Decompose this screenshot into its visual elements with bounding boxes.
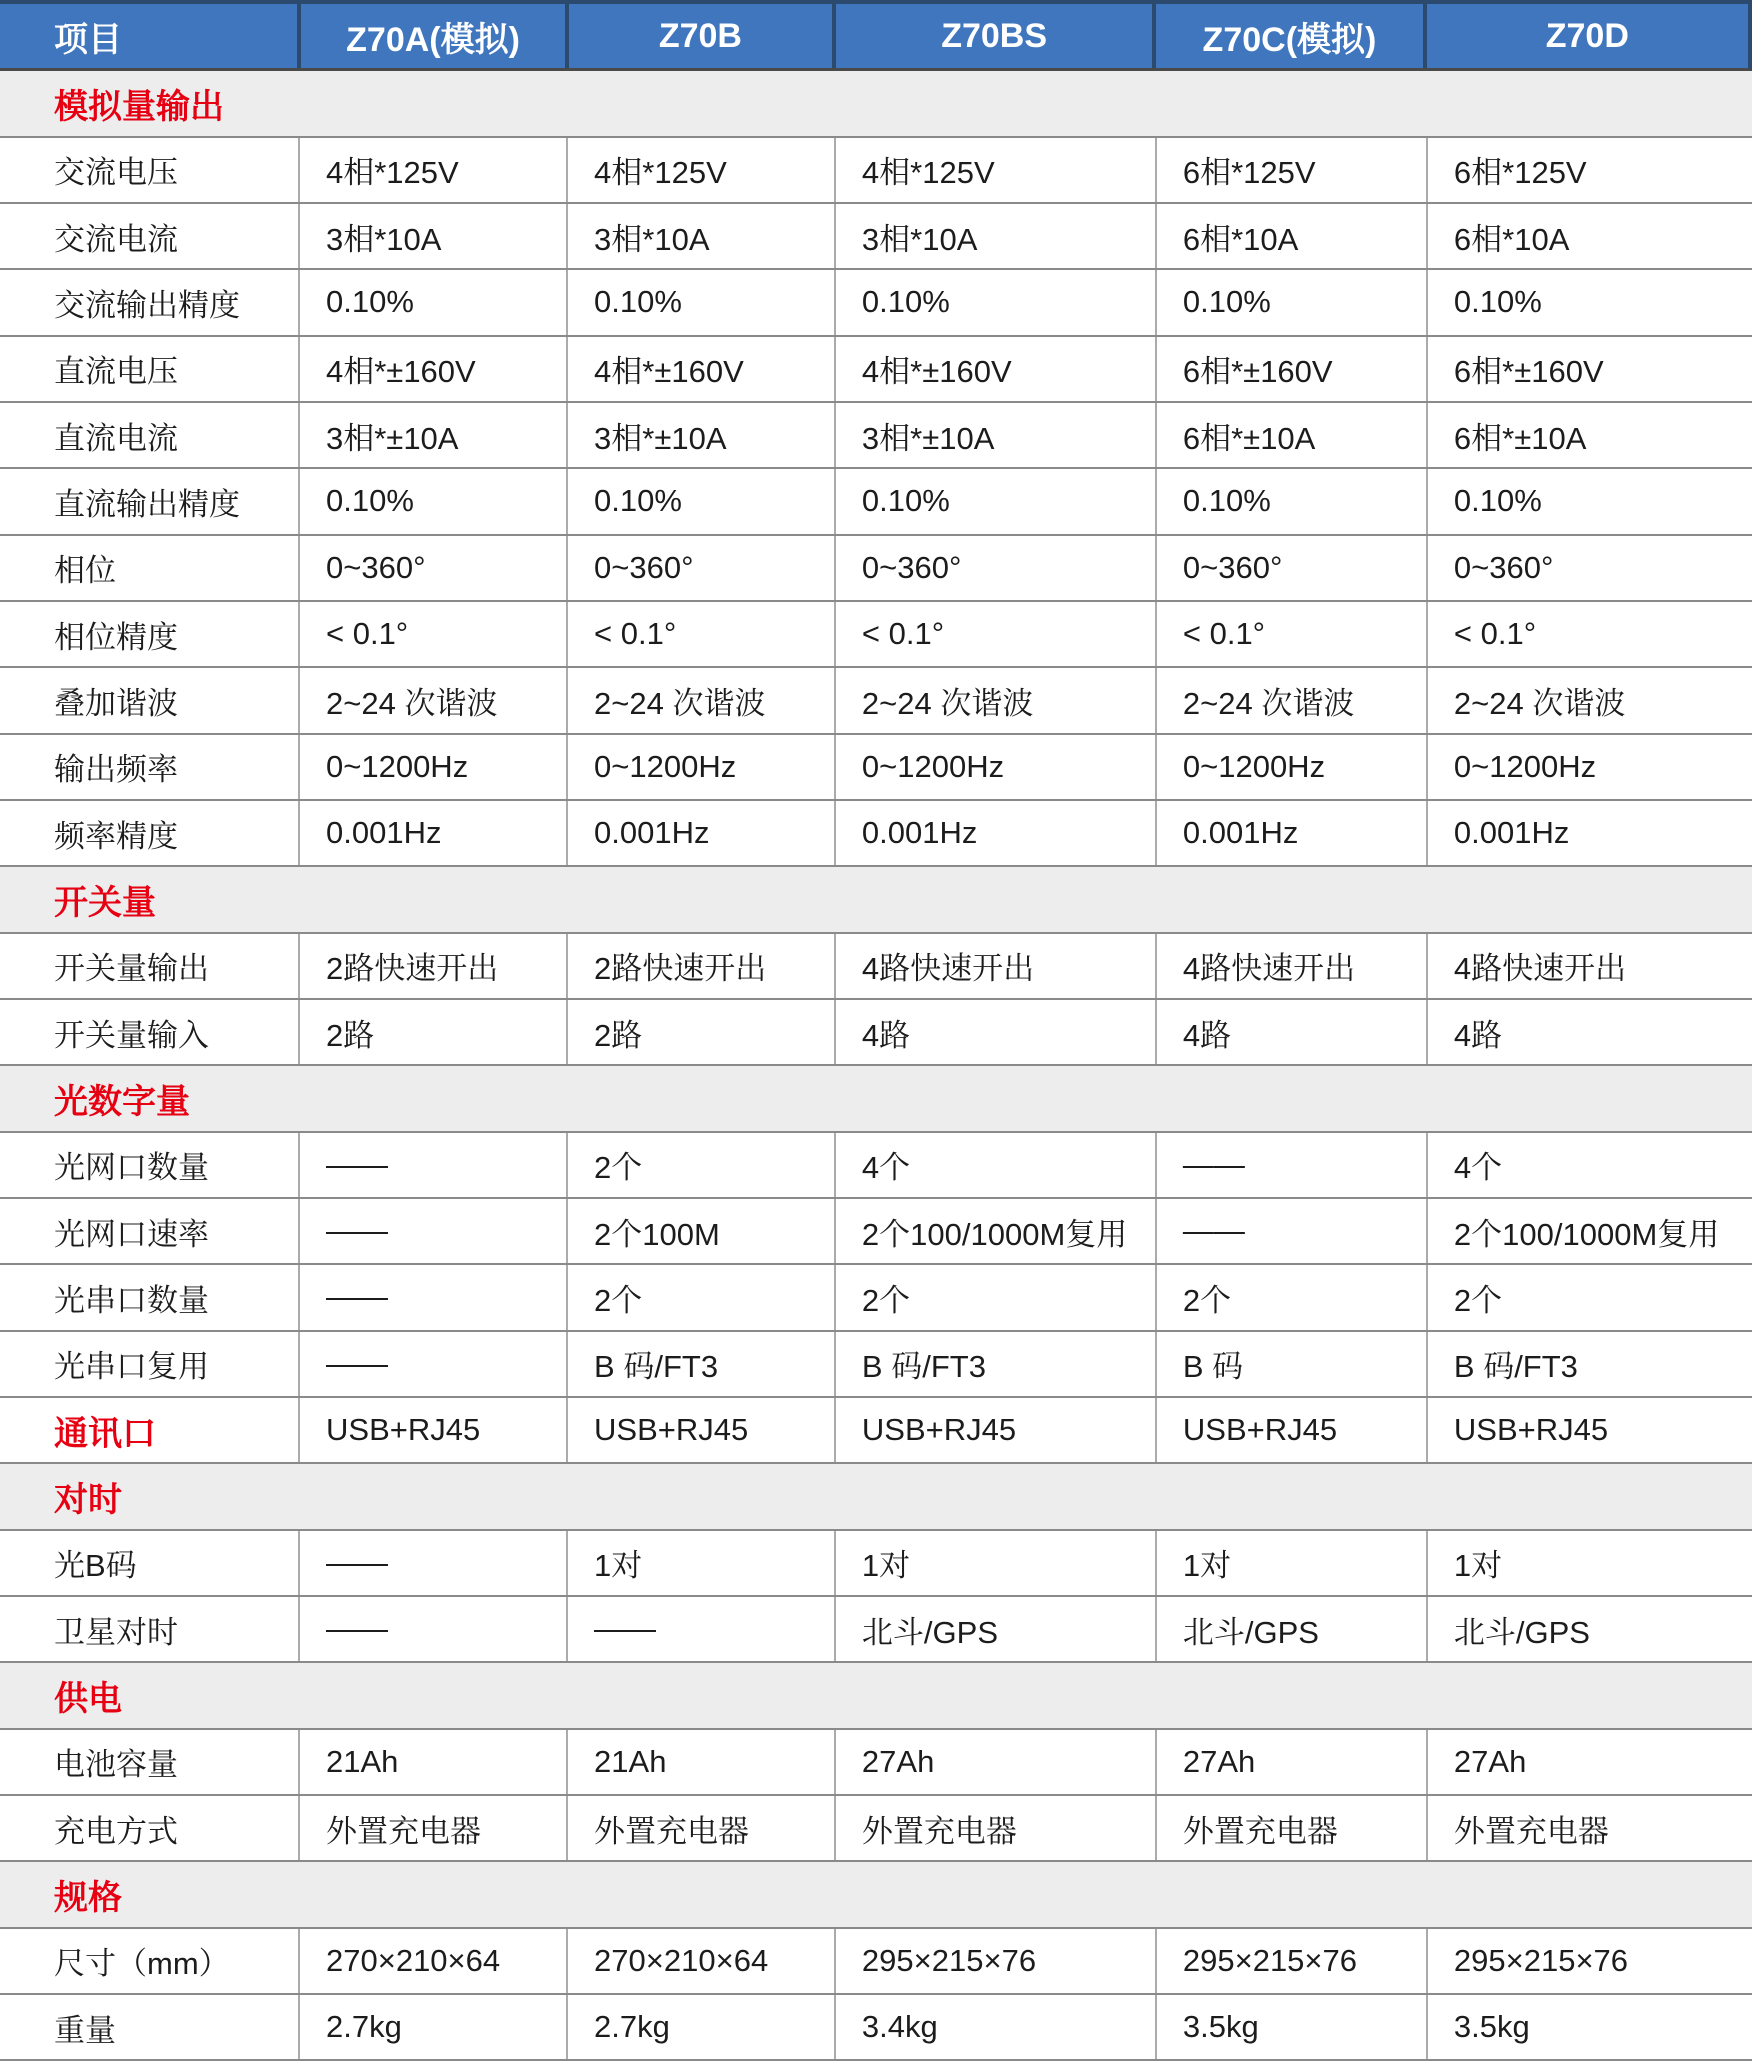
cell-value: 0.001Hz	[298, 801, 566, 865]
cell-value: 4个	[834, 1133, 1155, 1197]
row-label: 直流电压	[54, 354, 178, 390]
cell-value: 3.5kg	[1155, 1995, 1426, 2059]
cell-value: 3相*±10A	[566, 403, 834, 467]
table-row	[0, 204, 1752, 270]
cell-value: 0.10%	[834, 270, 1155, 334]
cell-value: 6相*±160V	[1426, 337, 1752, 401]
table-row	[0, 1995, 1752, 2061]
cell-value: USB+RJ45	[298, 1398, 566, 1462]
cell-value: 2个	[834, 1265, 1155, 1329]
section-row	[0, 1066, 1752, 1132]
cell-value: 6相*125V	[1426, 138, 1752, 202]
row-label: 交流输出精度	[54, 287, 240, 323]
cell-value: 0~360°	[566, 536, 834, 600]
cell-value: 0.001Hz	[1426, 801, 1752, 865]
cell-value: 1对	[834, 1531, 1155, 1595]
cell-value: < 0.1°	[1155, 602, 1426, 666]
cell-value: 4路	[1426, 1000, 1752, 1064]
column-header-model: Z70C(模拟)	[1152, 4, 1422, 68]
cell-value: 1对	[566, 1531, 834, 1595]
cell-value: 4相*±160V	[298, 337, 566, 401]
row-label: 充电方式	[54, 1813, 178, 1849]
cell-value: 2~24 次谐波	[834, 668, 1155, 732]
table-row	[0, 602, 1752, 668]
cell-value: 外置充电器	[566, 1796, 834, 1860]
cell-value: 0.10%	[566, 270, 834, 334]
row-label: 叠加谐波	[54, 685, 178, 721]
column-header-model: Z70BS	[832, 4, 1152, 68]
cell-value: 270×210×64	[566, 1929, 834, 1993]
cell-value: 4相*±160V	[566, 337, 834, 401]
cell-value: 2个100/1000M复用	[834, 1199, 1155, 1263]
row-label: 相位	[54, 553, 116, 589]
cell-value: 27Ah	[1426, 1730, 1752, 1794]
section-row	[0, 867, 1752, 933]
cell-value: 4个	[1426, 1133, 1752, 1197]
column-header-item: 项目	[54, 20, 122, 59]
cell-value: 3相*10A	[298, 204, 566, 268]
cell-value: 北斗/GPS	[1426, 1597, 1752, 1661]
cell-value: 2~24 次谐波	[1155, 668, 1426, 732]
cell-value: 2~24 次谐波	[298, 668, 566, 732]
cell-value: 4相*125V	[566, 138, 834, 202]
row-label: 尺寸（mm）	[54, 1946, 230, 1982]
cell-value: 0.001Hz	[834, 801, 1155, 865]
cell-value: 2路	[298, 1000, 566, 1064]
section-row	[0, 71, 1752, 137]
cell-value: 4相*125V	[834, 138, 1155, 202]
cell-value: 0~1200Hz	[834, 735, 1155, 799]
cell-value: 295×215×76	[1426, 1929, 1752, 1993]
cell-value: 0~360°	[298, 536, 566, 600]
row-label: 卫星对时	[54, 1614, 178, 1650]
cell-value: 0.10%	[566, 469, 834, 533]
cell-value: 0.10%	[298, 469, 566, 533]
section-label: 模拟量输出	[54, 87, 224, 126]
cell-value: 4路快速开出	[1155, 934, 1426, 998]
table-row	[0, 1796, 1752, 1862]
table-row	[0, 1265, 1752, 1331]
cell-value: 2个100/1000M复用	[1426, 1199, 1752, 1263]
cell-value: ——	[298, 1265, 566, 1329]
cell-value: B 码/FT3	[566, 1332, 834, 1396]
cell-value: 0.10%	[834, 469, 1155, 533]
cell-value: 0~1200Hz	[1155, 735, 1426, 799]
cell-value: < 0.1°	[566, 602, 834, 666]
cell-value: 4相*125V	[298, 138, 566, 202]
cell-value: 0~360°	[1426, 536, 1752, 600]
cell-value: USB+RJ45	[1426, 1398, 1752, 1462]
cell-value: 6相*±10A	[1426, 403, 1752, 467]
cell-value: 0~1200Hz	[1426, 735, 1752, 799]
row-label: 开关量输入	[54, 1017, 209, 1053]
cell-value: 0~1200Hz	[566, 735, 834, 799]
table-row	[0, 801, 1752, 867]
cell-value: 4路	[834, 1000, 1155, 1064]
row-label: 光串口复用	[54, 1349, 209, 1385]
section-label: 供电	[54, 1679, 122, 1718]
cell-value: 0.10%	[1155, 270, 1426, 334]
row-label: 交流电压	[54, 155, 178, 191]
cell-value: 295×215×76	[1155, 1929, 1426, 1993]
table-row	[0, 337, 1752, 403]
cell-value: 6相*±10A	[1155, 403, 1426, 467]
cell-value: 2.7kg	[566, 1995, 834, 2059]
column-header-model: Z70D	[1423, 4, 1748, 68]
cell-value: 6相*±160V	[1155, 337, 1426, 401]
cell-value: B 码	[1155, 1332, 1426, 1396]
cell-value: B 码/FT3	[834, 1332, 1155, 1396]
cell-value: 2路快速开出	[298, 934, 566, 998]
cell-value: B 码/FT3	[1426, 1332, 1752, 1396]
cell-value: ——	[298, 1332, 566, 1396]
cell-value: 4路快速开出	[834, 934, 1155, 998]
table-row	[0, 403, 1752, 469]
cell-value: 2路	[566, 1000, 834, 1064]
row-label: 相位精度	[54, 619, 178, 655]
row-label: 光B码	[54, 1548, 137, 1584]
cell-value: < 0.1°	[298, 602, 566, 666]
table-row	[0, 735, 1752, 801]
table-row	[0, 1133, 1752, 1199]
row-label: 输出频率	[54, 752, 178, 788]
cell-value: < 0.1°	[834, 602, 1155, 666]
cell-value: 2~24 次谐波	[1426, 668, 1752, 732]
table-row	[0, 934, 1752, 1000]
row-label: 直流电流	[54, 420, 178, 456]
cell-value: 0.10%	[1426, 469, 1752, 533]
table-row	[0, 1730, 1752, 1796]
cell-value: ——	[298, 1531, 566, 1595]
cell-value: 27Ah	[1155, 1730, 1426, 1794]
section-label: 规格	[54, 1878, 122, 1917]
table-row	[0, 1531, 1752, 1597]
cell-value: ——	[298, 1133, 566, 1197]
column-header-model: Z70B	[565, 4, 832, 68]
table-row	[0, 536, 1752, 602]
row-label: 频率精度	[54, 818, 178, 854]
cell-value: ——	[1155, 1133, 1426, 1197]
cell-value: 295×215×76	[834, 1929, 1155, 1993]
cell-value: 0.10%	[298, 270, 566, 334]
cell-value: 2个100M	[566, 1199, 834, 1263]
cell-value: 21Ah	[298, 1730, 566, 1794]
section-label: 光数字量	[54, 1082, 190, 1121]
cell-value: ——	[298, 1597, 566, 1661]
cell-value: 4路	[1155, 1000, 1426, 1064]
row-label: 交流电流	[54, 221, 178, 257]
table-row	[0, 270, 1752, 336]
cell-value: USB+RJ45	[834, 1398, 1155, 1462]
table-row	[0, 1000, 1752, 1066]
cell-value: 2路快速开出	[566, 934, 834, 998]
cell-value: 北斗/GPS	[1155, 1597, 1426, 1661]
cell-value: 北斗/GPS	[834, 1597, 1155, 1661]
cell-value: 0.001Hz	[566, 801, 834, 865]
cell-value: 0~1200Hz	[298, 735, 566, 799]
cell-value: 1对	[1155, 1531, 1426, 1595]
table-row	[0, 1398, 1752, 1464]
row-label: 重量	[54, 2012, 116, 2048]
row-label: 电池容量	[54, 1747, 178, 1783]
table-row	[0, 469, 1752, 535]
cell-value: < 0.1°	[1426, 602, 1752, 666]
table-row	[0, 1929, 1752, 1995]
table-row	[0, 1332, 1752, 1398]
table-row	[0, 1199, 1752, 1265]
section-row	[0, 1464, 1752, 1530]
row-label: 光串口数量	[54, 1282, 209, 1318]
row-label: 通讯口	[54, 1414, 156, 1453]
table-row	[0, 1597, 1752, 1663]
row-label: 光网口速率	[54, 1216, 209, 1252]
section-row	[0, 1663, 1752, 1729]
table-row	[0, 668, 1752, 734]
row-label: 光网口数量	[54, 1150, 209, 1186]
cell-value: 6相*10A	[1426, 204, 1752, 268]
cell-value: 0.10%	[1426, 270, 1752, 334]
cell-value: 3.5kg	[1426, 1995, 1752, 2059]
cell-value: 外置充电器	[1426, 1796, 1752, 1860]
cell-value: 3相*10A	[566, 204, 834, 268]
cell-value: 21Ah	[566, 1730, 834, 1794]
table-row	[0, 138, 1752, 204]
cell-value: 4相*±160V	[834, 337, 1155, 401]
cell-value: ——	[566, 1597, 834, 1661]
cell-value: 外置充电器	[1155, 1796, 1426, 1860]
cell-value: 外置充电器	[298, 1796, 566, 1860]
cell-value: ——	[1155, 1199, 1426, 1263]
cell-value: 0~360°	[1155, 536, 1426, 600]
cell-value: ——	[298, 1199, 566, 1263]
section-row	[0, 1862, 1752, 1928]
section-label: 对时	[54, 1480, 122, 1519]
cell-value: 3相*±10A	[834, 403, 1155, 467]
row-label: 直流输出精度	[54, 486, 240, 522]
cell-value: 2~24 次谐波	[566, 668, 834, 732]
cell-value: 3相*10A	[834, 204, 1155, 268]
table-header-row	[0, 4, 1752, 71]
cell-value: 0.001Hz	[1155, 801, 1426, 865]
cell-value: USB+RJ45	[566, 1398, 834, 1462]
cell-value: 6相*125V	[1155, 138, 1426, 202]
cell-value: 4路快速开出	[1426, 934, 1752, 998]
cell-value: USB+RJ45	[1155, 1398, 1426, 1462]
cell-value: 0~360°	[834, 536, 1155, 600]
cell-value: 27Ah	[834, 1730, 1155, 1794]
cell-value: 2个	[566, 1133, 834, 1197]
cell-value: 1对	[1426, 1531, 1752, 1595]
section-label: 开关量	[54, 883, 156, 922]
cell-value: 2.7kg	[298, 1995, 566, 2059]
cell-value: 2个	[1155, 1265, 1426, 1329]
cell-value: 6相*10A	[1155, 204, 1426, 268]
cell-value: 2个	[1426, 1265, 1752, 1329]
cell-value: 270×210×64	[298, 1929, 566, 1993]
cell-value: 3.4kg	[834, 1995, 1155, 2059]
cell-value: 3相*±10A	[298, 403, 566, 467]
cell-value: 外置充电器	[834, 1796, 1155, 1860]
cell-value: 0.10%	[1155, 469, 1426, 533]
cell-value: 2个	[566, 1265, 834, 1329]
row-label: 开关量输出	[54, 951, 209, 987]
column-header-model: Z70A(模拟)	[297, 4, 564, 68]
